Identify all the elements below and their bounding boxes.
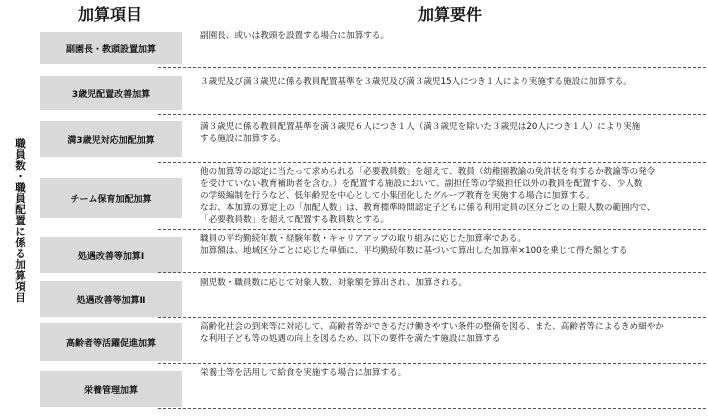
row-divider	[158, 114, 706, 115]
item-name: 栄養管理加算	[40, 371, 182, 407]
item-description: 園児数・職員数に応じて対象人数、対象額を算出され、加算される。	[200, 278, 467, 288]
row-divider	[158, 408, 706, 409]
item-column-header: 加算項目	[77, 5, 142, 24]
row-divider	[158, 162, 706, 163]
row-divider	[158, 67, 706, 68]
item-description: ３歳児及び満３歳児に係る教員配置基準を３歳児及び満３歳児15人につき１人により実施する施設に加算する。	[200, 77, 632, 87]
table-row	[40, 319, 706, 363]
table-row	[40, 70, 706, 114]
row-divider	[158, 317, 706, 318]
item-name: 満3歳児対応加配加算	[40, 121, 182, 157]
item-description: 高齢化社会の到来等に対応して、高齢者等ができるだけ働きやすい条件の整備を図る、また、高齢者等によるきめ細やか な利用子ども等の処遇の向上を図るため、以下の要件を満たす施設に加算する	[200, 322, 664, 344]
item-description: 他の加算等の認定に当たって求められる「必要教員数」を超えて、教員（幼稚園教諭の免許状を有するか教諭等の発令 を受けていない教育補助者を含む。）を配置する施設において、副担任等の学級担任以外の教員を配置する、少人数 の学級編制を行うなど、低年齢児を中心として小集団化したグループ教育を実施する場合に加算する。 なお、本加算の算定上の「加配人数」は、教育標準時間認定子どもに係る利用定員の区分ごとの上限人数の範囲内で、 「必要教員数」を超えて配置する教員数とする。	[200, 167, 656, 225]
item-name: 副園長・教頭設置加算	[40, 32, 182, 64]
row-divider	[158, 229, 706, 230]
table-row	[40, 28, 706, 68]
side-category-label: 職員数・職員配置に係る加算項目	[14, 138, 26, 303]
item-name: 高齢者等活躍促進加算	[40, 323, 182, 361]
table-row	[40, 365, 706, 411]
item-description: 栄養士等を活用して給食を実施する場合に加算する。	[200, 368, 407, 378]
row-divider	[158, 272, 706, 273]
item-description: 職員の平均勤続年数・経験年数・キャリアアップの取り組みに応じた加算率である。 加算額は、地域区分ごとに応じた単価に、平均勤続年数に基づいて算出した加算率×100を乗じて得た額とする	[200, 234, 628, 256]
item-name: チーム保育加配加算	[40, 178, 182, 218]
item-name: 処遇改善等加算Ⅰ	[40, 237, 182, 273]
table-row	[40, 164, 706, 230]
table-row	[40, 117, 706, 161]
item-description: 副園長、或いは教頭を設置する場合に加算する。	[200, 31, 390, 41]
item-name: 3歳児配置改善加算	[40, 76, 182, 110]
item-description: 満３歳児に係る教員配置基準を満３歳児６人につき１人（満３歳児を除いた３歳児は20人につき１人）により実施 する施設に加算する。	[200, 122, 641, 144]
row-divider	[158, 363, 706, 364]
table-row	[40, 275, 706, 317]
item-name: 処遇改善等加算Ⅱ	[40, 281, 182, 317]
table-row	[40, 231, 706, 273]
requirement-column-header: 加算要件	[417, 5, 482, 24]
